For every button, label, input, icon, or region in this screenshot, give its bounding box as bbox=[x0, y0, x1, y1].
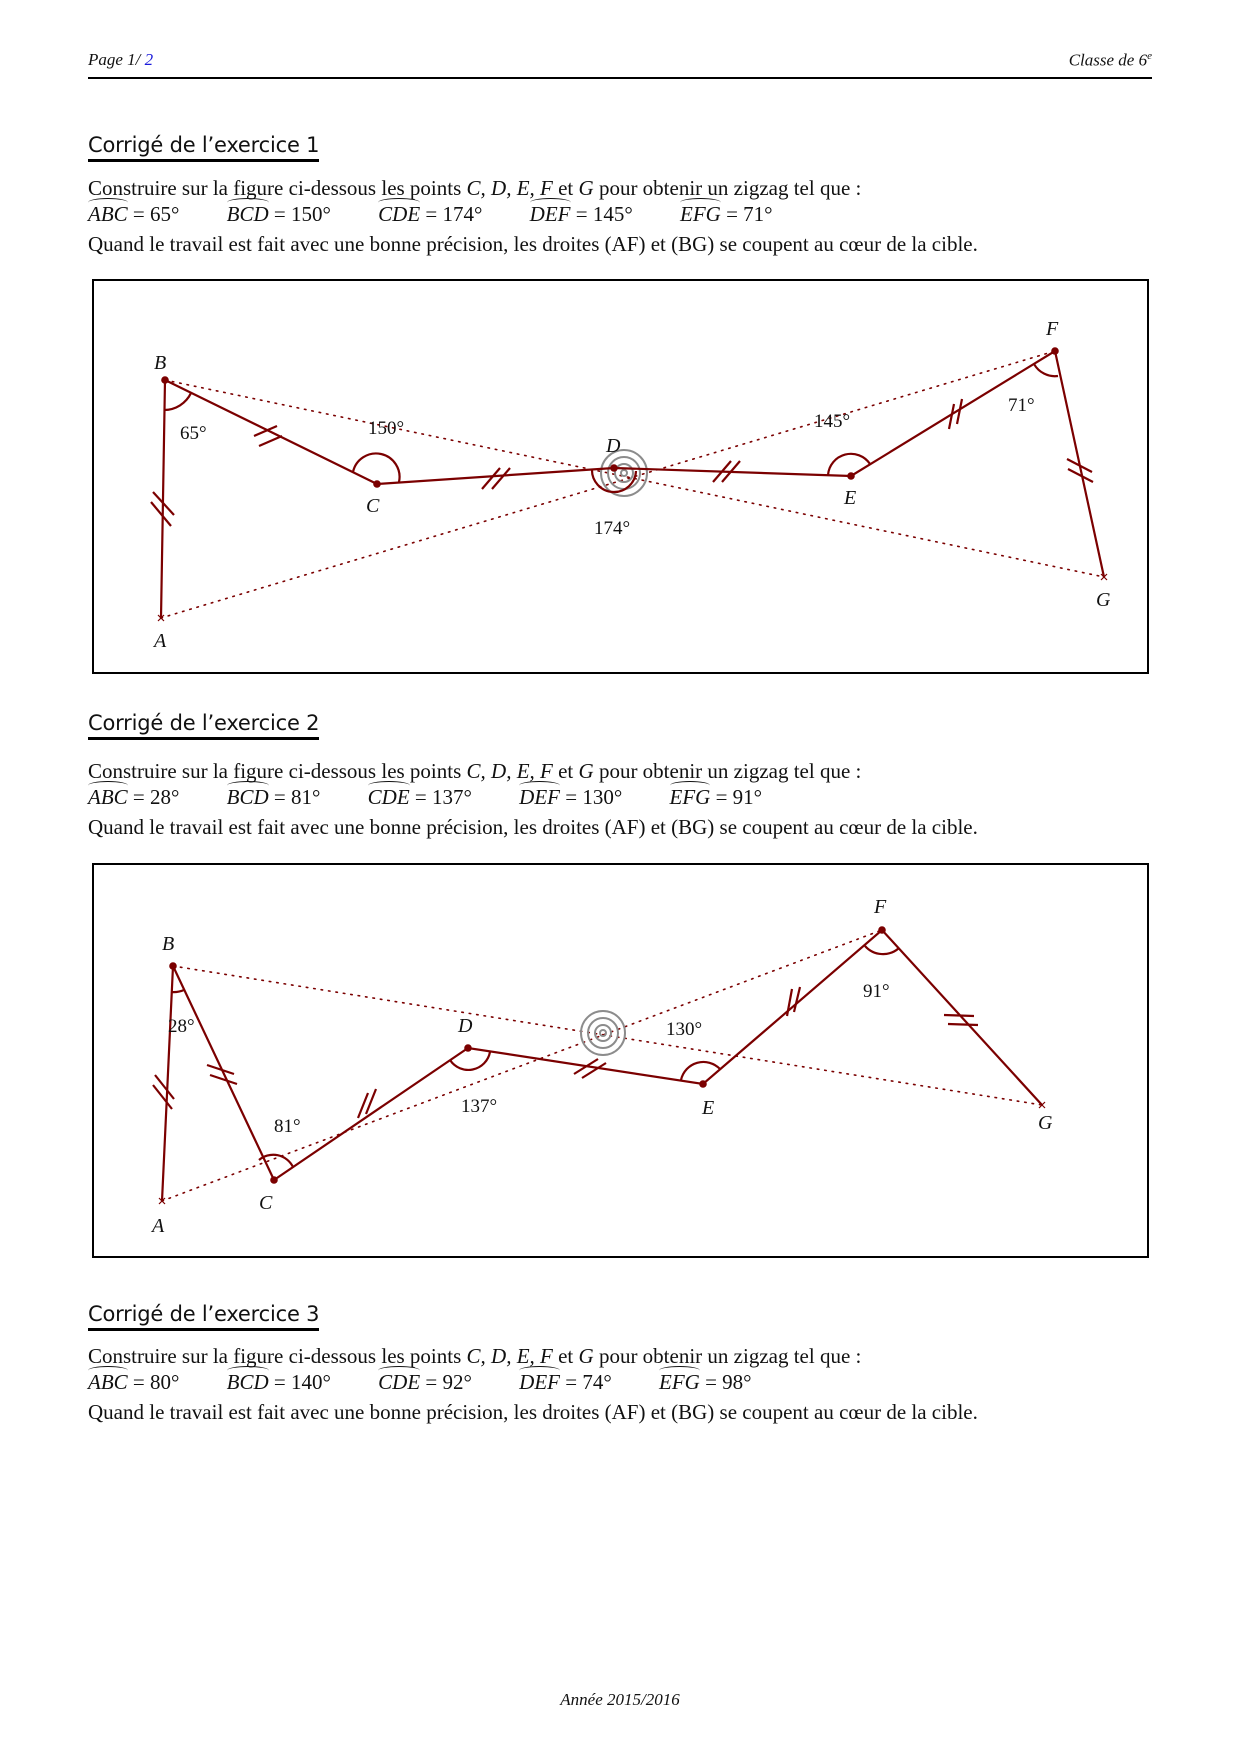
svg-text:D: D bbox=[458, 1015, 473, 1037]
svg-text:71°: 71° bbox=[1008, 395, 1035, 416]
target-icon bbox=[581, 1011, 625, 1055]
angle-value: = 91° bbox=[715, 785, 763, 809]
angle-value: = 92° bbox=[425, 1370, 472, 1394]
angle-value: = 81° bbox=[273, 785, 321, 809]
vertex-dots bbox=[169, 926, 886, 1184]
angle-name: EFG bbox=[659, 1370, 700, 1394]
angle-name: DEF bbox=[519, 1370, 560, 1394]
intro-et: et bbox=[552, 176, 579, 200]
svg-text:91°: 91° bbox=[863, 981, 890, 1002]
angle-value: = 74° bbox=[565, 1370, 612, 1394]
svg-text:E: E bbox=[702, 1097, 715, 1119]
exercise-1-heading: Corrigé de l’exercice 1 bbox=[88, 133, 319, 162]
angle-value: = 137° bbox=[414, 785, 472, 809]
angle-name: BCD bbox=[226, 785, 269, 809]
exercise-2-heading: Corrigé de l’exercice 2 bbox=[88, 711, 319, 740]
angle-efg bbox=[670, 785, 763, 810]
intro-points: C, D, E, F bbox=[466, 176, 553, 200]
exercise-1-angles bbox=[88, 202, 815, 227]
svg-text:130°: 130° bbox=[666, 1019, 703, 1040]
angle-value: = 150° bbox=[273, 202, 331, 226]
svg-text:174°: 174° bbox=[594, 518, 631, 539]
svg-text:145°: 145° bbox=[814, 411, 851, 432]
angle-abc bbox=[88, 202, 179, 227]
intro-text: Construire sur la figure ci-dessous les points bbox=[88, 176, 467, 200]
intro-et: et bbox=[552, 1344, 579, 1368]
angle-labels bbox=[180, 395, 1035, 539]
angle-value: = 174° bbox=[425, 202, 483, 226]
svg-text:F: F bbox=[1046, 318, 1059, 340]
angle-name: DEF bbox=[519, 785, 560, 809]
angle-def bbox=[530, 202, 633, 227]
intro-last-point: G bbox=[578, 759, 594, 783]
exercise-1-intro bbox=[88, 174, 861, 202]
angle-name: EFG bbox=[669, 785, 711, 809]
angle-value: = 130° bbox=[565, 785, 623, 809]
intro-suffix: pour obtenir un zigzag tel que : bbox=[593, 1344, 862, 1368]
angle-value: = 98° bbox=[705, 1370, 752, 1394]
svg-text:A: A bbox=[152, 1215, 165, 1237]
angle-cde bbox=[378, 202, 482, 227]
angle-name: BCD bbox=[226, 1370, 269, 1394]
class-label bbox=[1069, 50, 1152, 71]
exercise-3-conclusion: Quand le travail est fait avec une bonne précision, les droites (AF) et (BG) se coupent au cœur de la cible. bbox=[88, 1400, 978, 1424]
svg-text:G: G bbox=[1096, 589, 1111, 611]
class-text: Classe de 6 bbox=[1068, 50, 1148, 70]
angle-abc bbox=[88, 785, 179, 810]
exercise-3-intro bbox=[88, 1342, 861, 1370]
angle-abc bbox=[88, 1370, 179, 1395]
exercise-1-figure bbox=[92, 279, 1149, 674]
angle-efg bbox=[659, 1370, 752, 1395]
angle-name: ABC bbox=[88, 785, 128, 809]
svg-text:G: G bbox=[1038, 1112, 1053, 1134]
svg-text:B: B bbox=[154, 352, 167, 374]
angle-name: CDE bbox=[378, 1370, 421, 1394]
angle-efg bbox=[680, 202, 773, 227]
svg-text:150°: 150° bbox=[368, 418, 405, 439]
page-label: Page 1/ bbox=[88, 50, 141, 69]
intro-points: C, D, E, F bbox=[466, 1344, 553, 1368]
svg-text:E: E bbox=[844, 487, 857, 509]
angle-def bbox=[519, 1370, 612, 1395]
angle-name: CDE bbox=[378, 202, 421, 226]
page-total-link[interactable]: 2 bbox=[144, 50, 154, 69]
angle-name: DEF bbox=[529, 202, 571, 226]
angle-labels bbox=[168, 981, 890, 1137]
intro-last-point: G bbox=[578, 176, 594, 200]
exercise-2-conclusion: Quand le travail est fait avec une bonne précision, les droites (AF) et (BG) se coupent au cœur de la cible. bbox=[88, 815, 978, 839]
dotted-lines bbox=[161, 351, 1104, 618]
exercise-2-intro bbox=[88, 757, 861, 785]
angle-value: = 145° bbox=[575, 202, 633, 226]
exercise-2-figure bbox=[92, 863, 1149, 1258]
svg-text:81°: 81° bbox=[274, 1116, 301, 1137]
intro-text: Construire sur la figure ci-dessous les points bbox=[88, 759, 467, 783]
zigzag-path bbox=[151, 351, 1104, 618]
angle-bcd bbox=[227, 202, 331, 227]
angle-value: = 80° bbox=[132, 1370, 180, 1394]
angle-bcd bbox=[227, 785, 321, 810]
svg-text:D: D bbox=[606, 435, 621, 457]
intro-suffix: pour obtenir un zigzag tel que : bbox=[593, 176, 862, 200]
page-footer: Année 2015/2016 bbox=[560, 1690, 680, 1709]
svg-text:F: F bbox=[874, 896, 887, 918]
angle-cde bbox=[368, 785, 472, 810]
exercise-1-conclusion: Quand le travail est fait avec une bonne précision, les droites (AF) et (BG) se coupent au cœur de la cible. bbox=[88, 232, 978, 256]
class-sup: e bbox=[1147, 50, 1152, 62]
svg-text:B: B bbox=[162, 933, 175, 955]
angle-value: = 71° bbox=[726, 202, 773, 226]
angle-name: BCD bbox=[226, 202, 269, 226]
angle-bcd bbox=[227, 1370, 331, 1395]
exercise-3-heading: Corrigé de l’exercice 3 bbox=[88, 1302, 319, 1331]
angle-value: = 140° bbox=[273, 1370, 331, 1394]
angle-name: ABC bbox=[88, 1370, 128, 1394]
header-rule bbox=[88, 77, 1152, 79]
angle-cde bbox=[378, 1370, 472, 1395]
exercise-2-angles bbox=[88, 785, 804, 810]
svg-text:28°: 28° bbox=[168, 1016, 195, 1037]
svg-text:C: C bbox=[366, 495, 380, 517]
angle-name: ABC bbox=[88, 202, 128, 226]
intro-last-point: G bbox=[578, 1344, 594, 1368]
angle-name: CDE bbox=[367, 785, 410, 809]
angle-value: = 65° bbox=[132, 202, 180, 226]
zigzag-diagram-1 bbox=[94, 281, 1147, 672]
angle-name: EFG bbox=[680, 202, 721, 226]
page-number bbox=[88, 50, 153, 70]
intro-et: et bbox=[552, 759, 579, 783]
svg-text:A: A bbox=[154, 630, 167, 652]
angle-def bbox=[519, 785, 622, 810]
zigzag-path bbox=[153, 930, 1042, 1201]
intro-text: Construire sur la figure ci-dessous les points bbox=[88, 1344, 467, 1368]
zigzag-diagram-2 bbox=[94, 865, 1147, 1256]
intro-suffix: pour obtenir un zigzag tel que : bbox=[593, 759, 862, 783]
exercise-3-angles bbox=[88, 1370, 794, 1395]
svg-text:137°: 137° bbox=[461, 1096, 498, 1117]
cross-marks bbox=[158, 574, 1107, 621]
intro-points: C, D, E, F bbox=[466, 759, 553, 783]
angle-value: = 28° bbox=[132, 785, 180, 809]
svg-text:C: C bbox=[259, 1192, 273, 1214]
svg-text:65°: 65° bbox=[180, 423, 207, 444]
